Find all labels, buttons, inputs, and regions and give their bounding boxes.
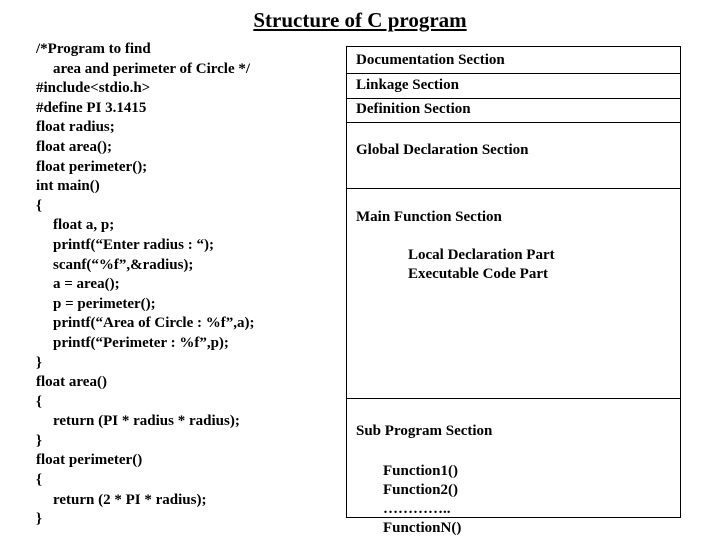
code-line: printf(“Enter radius : “); — [53, 236, 214, 253]
page-title: Structure of C program — [253, 8, 467, 32]
definition-section-label: Definition Section — [356, 101, 471, 117]
documentation-section — [347, 47, 680, 74]
code-line: area and perimeter of Circle */ — [53, 60, 251, 77]
code-line: #define PI 3.1415 — [36, 99, 147, 116]
code-line: float area(); — [36, 138, 112, 155]
local-declaration-part: Local Declaration Part — [408, 247, 555, 263]
code-line: { — [36, 472, 42, 489]
code-line: float radius; — [36, 119, 115, 136]
documentation-section-label: Documentation Section — [356, 52, 505, 68]
code-line: /*Program to find — [36, 41, 151, 57]
main-function-section-label: Main Function Section — [356, 209, 502, 225]
code-line: return (PI * radius * radius); — [53, 413, 240, 430]
code-line: { — [36, 197, 42, 214]
code-line: } — [36, 432, 42, 449]
linkage-section — [347, 74, 680, 99]
main-function-section — [347, 189, 680, 399]
global-declaration-section-label: Global Declaration Section — [356, 142, 529, 158]
code-line: p = perimeter(); — [53, 295, 156, 312]
program-structure-diagram — [346, 46, 681, 536]
code-line: float area() — [36, 374, 107, 391]
code-line: return (2 * PI * radius); — [53, 491, 207, 508]
code-line: a = area(); — [53, 276, 120, 293]
function-item: FunctionN() — [383, 520, 462, 536]
global-declaration-section — [347, 123, 680, 189]
code-line: #include<stdio.h> — [36, 80, 151, 97]
code-line: } — [36, 354, 42, 371]
code-line: int main() — [36, 178, 100, 195]
executable-code-part: Executable Code Part — [408, 266, 548, 282]
code-line: { — [36, 393, 42, 410]
linkage-section-label: Linkage Section — [356, 77, 459, 93]
code-line: float a, p; — [53, 217, 115, 234]
sub-program-section-label: Sub Program Section — [356, 423, 493, 439]
code-line: printf(“Area of Circle : %f”,a); — [53, 315, 255, 332]
definition-section — [347, 99, 680, 123]
function-item: ………….. — [383, 501, 451, 517]
code-line: printf(“Perimeter : %f”,p); — [53, 334, 229, 351]
function-item: Function1() — [383, 463, 458, 479]
code-line: float perimeter() — [36, 452, 143, 469]
sub-program-section — [347, 399, 680, 536]
code-line: } — [36, 511, 42, 528]
code-listing — [36, 40, 336, 530]
function-item: Function2() — [383, 482, 458, 498]
code-line: scanf(“%f”,&radius); — [53, 256, 194, 273]
code-line: float perimeter(); — [36, 158, 148, 175]
